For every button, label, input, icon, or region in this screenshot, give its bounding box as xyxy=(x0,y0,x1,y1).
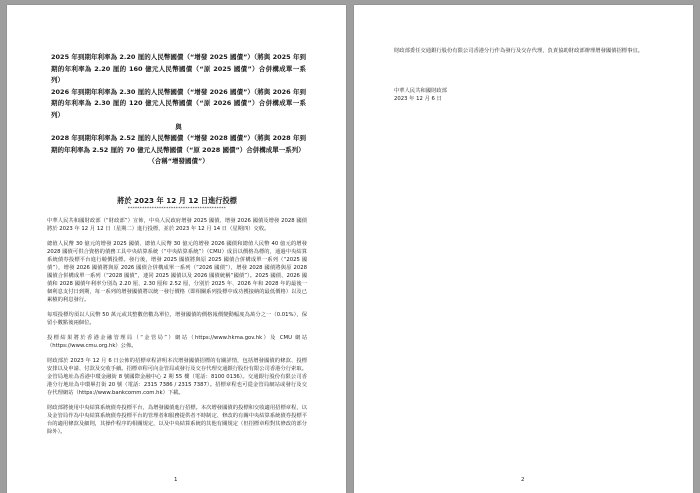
issuer-name: 中華人民共和國財政部 xyxy=(394,88,447,94)
body-paragraph: 財政部將使用中央結算系統債券投標平台，為增發國債進行招標。本次增發國債的投標和交收適用招標章程，以及金管局作為中央結算系統債券投標平台的管理者和服務提供者不時制定、修改的有關中央結算系統債券投標平台的適用條款及細則，其操作程序的相關規定，以及中央結算系統的其他有關規定（但招標章程對其修改的部分除外）。 xyxy=(47,404,307,436)
page-number: 1 xyxy=(174,477,178,483)
page-number: 2 xyxy=(521,477,525,483)
document-page-1 xyxy=(7,5,346,493)
document-page-2 xyxy=(354,5,693,493)
title-collective-name: （合稱“增發國債”） xyxy=(148,157,209,166)
title-conjunction: 與 xyxy=(175,122,182,131)
title-line-2028: 2028 年到期年利率為 2.52 厘的人民幣國債（“增發 2028 國債”）（將與 2028 年到期的年利率為 2.52 厘的 70 億元人民幣國債（“原 2028 國債”）合併構成單一系列） xyxy=(51,134,306,154)
body-paragraph: 財政部於 2023 年 12 月 6 日公佈的招標章程詳明本次增發國債招標的有關詳情，包括增發國債的條款、投標安排以及申請、付款及交收手續。招標章程可向金管局或發行及交存代理交通銀行股份有限公司香港分行索取。金管局地址為香港中環金融街 8 號國際金融中心 2 期 55 樓（電話：8100 0136）。交通銀行股份有限公司香港分行地址為中環畢打街 20 號（電話：2315 7386 / 2315 7387）。招標章程也可從金管局網站或發行及交存代理網站（https://www.bankcomm.com.hk）下載。 xyxy=(47,357,307,397)
title-line-2025: 2025 年到期年利率為 2.20 厘的人民幣國債（“增發 2025 國債”）（將與 2025 年到期的年利率為 2.20 厘的 160 億元人民幣國債（“原 2025 國債”）合併構成單一系列） xyxy=(51,53,306,85)
body-paragraph: 總值人民幣 30 億元的增發 2025 國債、總值人民幣 30 億元的增發 2026 國債和總值人民幣 40 億元的增發 2028 國債可供合資格的債務工具中央結算系統（“中央結算系統”）（CMU）成員以價格為標的，通過中央結算系統債券投標平台進行競價投標。發行後，增發 2025 國債將與原 2025 國債合併構成單一系列（“2025 國債”），增發 2026 國債將與原 2026 國債合併構成單一系列（“2026 國債”），增發 2028 國債將與原 2028 國債合併構成單一系列（“2028 國債”，連同 2025 國債以及 2026 國債統稱“國債”）。2025 國債、2026 國債和 2028 國債年利率分別為 2.20 厘、2.30 厘和 2.52 厘，分別於 2025 年、2026 年和 2028 年的最後一個利息支付日到期，每一系列的增發國債將以統一發行價格（即相關系列投標中成功獲接納的最低價格）以及已累積的利息發行。 xyxy=(47,240,307,304)
body-paragraph: 中華人民共和國財政部（“財政部”）宣佈，中央人民政府增發 2025 國債、增發 2026 國債及增發 2028 國債將於 2023 年 12 月 12 日（星期二）進行投標，並於 2023 年 12 月 14 日（星期四）交收。 xyxy=(47,218,307,233)
body-paragraph: 每項投標均須以人民幣 50 萬元或其整數倍數為單位，增發國債的價格報價變動幅度為萬分之一（0.01%），保留小數點後兩個位。 xyxy=(47,312,307,327)
body-paragraph: 財政部委任交通銀行股份有限公司香港分行作為發行及交存代理，負責協助財政部辦理增發國債招標事宜。 xyxy=(394,48,643,54)
bond-title-block xyxy=(51,52,306,168)
page-1-body xyxy=(47,217,307,443)
star-divider: ***************************************** xyxy=(127,206,227,211)
announcement-heading: 將於 2023 年 12 月 12 日進行投標 xyxy=(117,196,237,205)
body-paragraph: 投標結果將於香港金融管理局（“金管局”）網站（https://www.hkma.gov.hk）及 CMU 網站（https://www.cmu.org.hk）公佈。 xyxy=(47,334,307,349)
title-line-2026: 2026 年到期年利率為 2.30 厘的人民幣國債（“增發 2026 國債”）（將與 2026 年到期的年利率為 2.30 厘的 120 億元人民幣國債（“原 2026 國債”）合併構成單一系列） xyxy=(51,87,306,119)
signature-block xyxy=(394,87,594,103)
issue-date: 2023 年 12 月 6 日 xyxy=(394,96,442,103)
